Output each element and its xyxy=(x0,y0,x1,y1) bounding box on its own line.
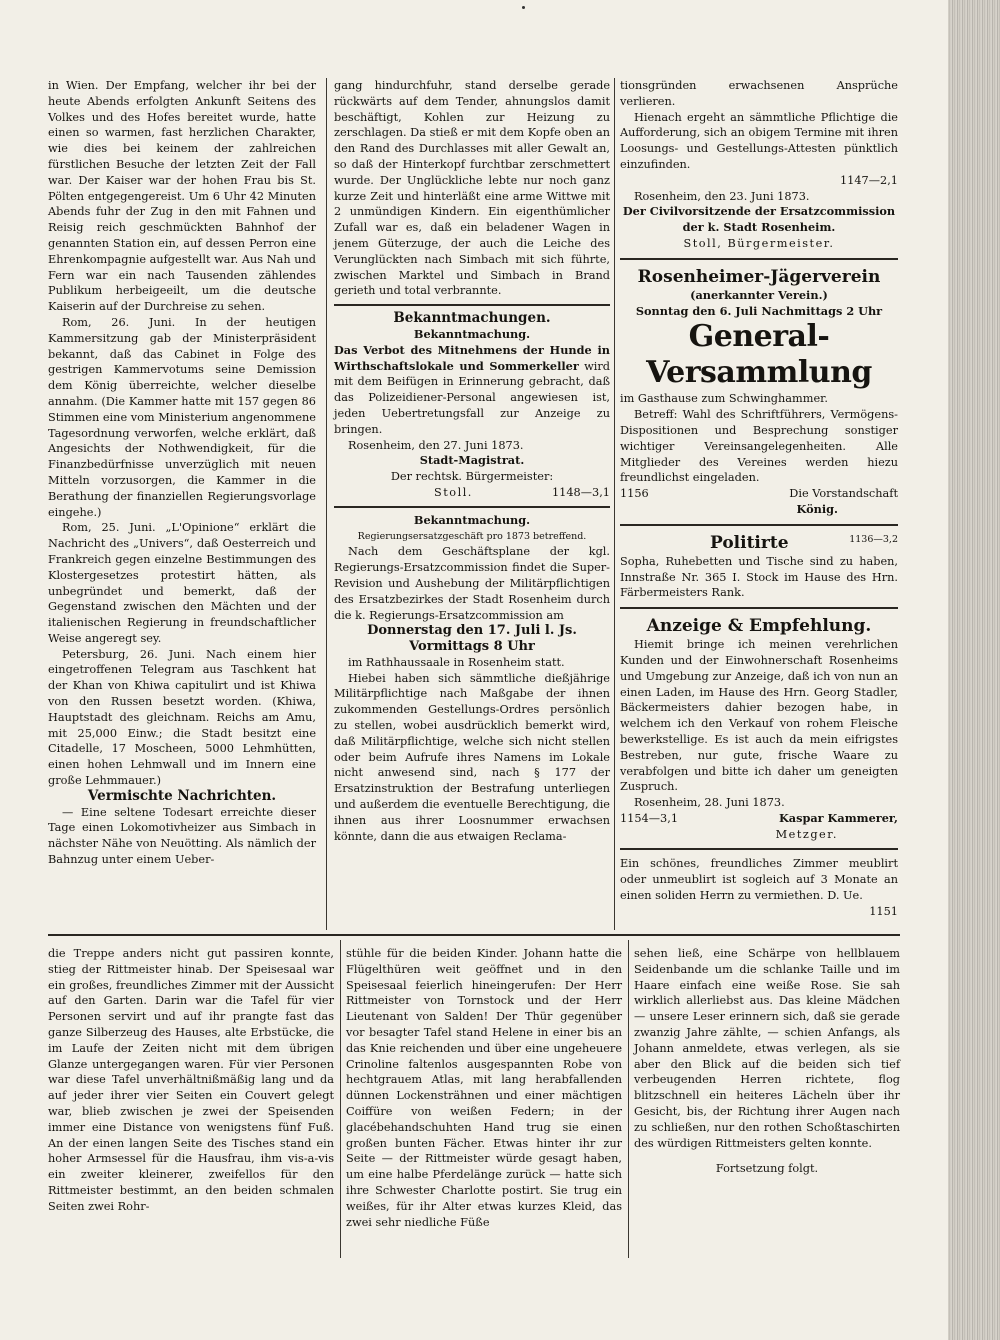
notice-2-summons: Hienach ergeht an sämmtliche Pflichtige die Aufforderung, sich an obigem Termine mit ihren Loosungs- und Gestellungs-Attesten pünktlich einzufinden. xyxy=(620,110,898,171)
book-spine xyxy=(948,0,1000,1340)
ad-butcher-sign: Kaspar Kammerer, xyxy=(778,810,898,825)
column-divider xyxy=(340,940,341,1258)
ad-furniture-number: 1136—3,2 xyxy=(849,533,898,545)
notice-1-title: Bekanntmachung. xyxy=(413,326,531,341)
column-divider xyxy=(326,78,327,930)
notice-2-title: Bekanntmachung. xyxy=(413,512,531,527)
notice-2-text: Nach dem Geschäftsplane der kgl. Regierungs-Ersatzcommission findet die Super-Revision und Aushebung der Militärpflichtigen des Ersatzbezirkes der Stadt Rosenheim durch die k. Regierungs-Ersatzcommission am xyxy=(334,545,610,622)
feuilleton-column-1 xyxy=(48,946,334,1215)
column-divider xyxy=(628,940,629,1258)
feuilleton-text-2: stühle für die beiden Kinder. Johann hatte die Flügelthüren weit geöffnet und in den Speisesaal feierlich hineingerufen: Der Herr Rittmeister von Tornstock und der Herr Lieutenant von Salden! Der Thür gegenüber vor besagter Tafel stand Helene in einer bis an das Knie reichenden und über eine ungeheuere Crinoline faltenlos ausgespannten Robe von hechtgrauem Atlas, mit lang herabfallenden dünnen Lockensträhnen und einer mächtigen Coiffüre von weißen Federn; in der glacébehandschuhten Hand trug sie einen großen bunten Fächer. Etwas hinter ihr zur Seite — der Rittmeister würde gesagt haben, um eine halbe Pferdelänge zurück — hatte sich ihre Schwester Charlotte postirt. Sie trug ein weißes, für ihr Alter etwas kurzes Kleid, das zwei sehr niedliche Füße xyxy=(346,947,622,1229)
article-rome-25: Rom, 25. Juni. „L'Opinione“ erklärt die Nachricht des „Univers“, daß Oesterreich und Frankreich gegen einzelne Bestimmungen des Klostergesetzes protestirt hätten, als unbegründet und bemerkt, daß der Gegenstand zwischen den Mächten und der italienischen Regierung in freundschaftlicher Weise angeregt sey. xyxy=(48,521,316,645)
notice-2-signature: Stoll, Bürgermeister. xyxy=(683,236,835,250)
notice-1-office: Stadt-Magistrat. xyxy=(419,453,525,468)
notice-rule xyxy=(334,506,610,508)
ad-rule xyxy=(620,607,898,609)
notice-1-number: 1148—3,1 xyxy=(551,485,610,499)
notice-1-bold: Das Verbot des Mitnehmens der Hunde in Wirthschaftslokale und Sommerkeller xyxy=(334,342,610,373)
section-heading-notices: Bekanntmachungen. xyxy=(393,310,551,327)
feuilleton-text-1: die Treppe anders nicht gut passiren konnte, stieg der Rittmeister hinab. Der Speisesaal war ein großes, freundliches Zimmer mit der Aussicht auf den Garten. Darin war die Tafel für vier Personen servirt und auf ihr prangte fast das ganze Silberzeug des Hauses, alte Erbstücke, die im Laufe der Zeiten nicht mit dem übrigen Glanze untergegangen waren. Für vier Personen war diese Tafel unverhältnißmäßig lang und da auf jeder ihrer vier Seiten ein Couvert gelegt war, blieb zwischen je zwei der Speisenden immer eine Distance von wenigstens fünf Fuß. An der einen langen Seite des Tisches stand ein hoher Armsessel für die Hausfrau, ihm vis-a-vis ein zweiter kleinerer, zweifellos für den Rittmeister bestimmt, an den beiden schmalen Seiten zwei Rohr- xyxy=(48,947,334,1213)
notice-2-subtitle: Regierungsersatzgeschäft pro 1873 betreffend. xyxy=(357,530,587,542)
notice-2-cont: tionsgründen erwachsenen Ansprüche verlieren. xyxy=(620,79,898,108)
notice-2-time: Vormittags 8 Uhr xyxy=(409,639,535,655)
news-column-3 xyxy=(620,78,898,920)
ad-jaegerverein-text: Betreff: Wahl des Schriftführers, Vermögens-Dispositionen und Besprechung sonstiger wichtiger Vereinsangelegenheiten. Alle Mitglieder des Vereines werden hiezu freundlichst eingeladen. xyxy=(620,408,898,485)
notice-2-number: 1147—2,1 xyxy=(839,173,898,187)
notice-1-text: wird mit dem Beifügen in Erinnerung gebracht, daß das Polizeidiener-Personal angewiesen ist, jeden Uebertretungsfall zur Anzeige zu bringen. xyxy=(334,359,611,436)
ad-jaegerverein-date: Sonntag den 6. Juli Nachmittags 2 Uhr xyxy=(635,303,883,318)
ad-room-number: 1151 xyxy=(869,904,898,918)
notice-2-place: im Rathhaussaale in Rosenheim statt. xyxy=(348,655,565,669)
ad-furniture-title: Politirte xyxy=(710,532,789,553)
ad-jaegerverein-title: Rosenheimer-Jägerverein xyxy=(637,266,881,287)
ad-butcher-number: 1154—3,1 xyxy=(620,811,679,825)
article-locomotive-cont: gang hindurchfuhr, stand derselbe gerade rückwärts auf dem Tender, ahnungslos damit beschäftigt, Kohlen zur Heizung zu zerschlagen. Da stieß er mit dem Kopfe oben an den Rand des Durchlasses mit aller Gewalt an, so daß der Hinterkopf furchtbar zerschmettert wurde. Der Unglückliche lebte nur noch ganz kurze Zeit und hinterläßt eine arme Wittwe mit 2 unmündigen Kindern. Ein eigenthümlicher Zufall war es, daß ein beladener Wagen in jenem Güterzuge, der auch die Leiche des Verunglückten nach Simbach mit sich führte, zwischen Marktel und Simbach in Brand gerieth und total verbrannte. xyxy=(334,79,610,298)
ad-rule xyxy=(620,258,898,260)
feuilleton-rule xyxy=(48,934,900,936)
ad-jaegerverein-board: Die Vorstandschaft xyxy=(789,487,898,501)
page-mark xyxy=(522,6,525,9)
ad-jaegerverein-place: im Gasthause zum Schwinghammer. xyxy=(620,392,828,406)
news-column-2 xyxy=(334,78,610,844)
ad-butcher-date: Rosenheim, 28. Juni 1873. xyxy=(634,796,785,810)
feuilleton-text-3: sehen ließ, eine Schärpe von hellblauem Seidenbande um die schlanke Taille und im Haare einfach eine weiße Rose. Sie sah wirklich allerliebst aus. Das kleine Mädchen — unsere Leser erinnern sich, daß sie gerade zwanzig Jahre zählte, — schien Anfangs, als Johann anmeldete, etwas verlegen, als sie aber den Blick auf die beiden sich tief verbeugenden Herren richtete, flog blitzschnell ein heiteres Lächeln über ihr Gesicht, bis, der Richtung ihrer Augen nach zu schließen, nur den rothen Schoßtaschirten des würdigen Rittmeisters gelten konnte. xyxy=(634,947,900,1150)
ad-rule xyxy=(620,848,898,850)
ad-furniture-text: Sopha, Ruhebetten und Tische sind zu haben, Innstraße Nr. 365 I. Stock im Hause des Hrn. Färbermeisters Rank. xyxy=(620,554,898,600)
notice-2-office: Der Civilvorsitzende der Ersatzcommission der k. Stadt Rosenheim. xyxy=(622,204,896,235)
article-vienna: in Wien. Der Empfang, welcher ihr bei der heute Abends erfolgten Ankunft Seitens des Volkes und des Hofes bereitet wurde, hatte einen so warmen, fast herzlichen Charakter, wie dies bei keinem der zahlreichen fürstlichen Besuche der letzten Zeit der Fall war. Der Kaiser war der hohen Frau bis St. Pölten entgegengereist. Um 6 Uhr 42 Minuten Abends fuhr der Zug in den mit Fahnen und Reisig reich geschmückten Bahnhof der genannten Station ein, auf dessen Perron eine Ehrenkompagnie aufgestellt war. Aus Nah und Fern war ein nach Tausenden zählendes Publikum herbeigeeilt, um die deutsche Kaiserin auf der Durchreise zu sehen. xyxy=(48,79,316,314)
feuilleton-continued: Fortsetzung folgt. xyxy=(715,1162,819,1176)
column-divider xyxy=(614,78,615,930)
ad-jaegerverein-sign: König. xyxy=(796,501,838,516)
section-rule xyxy=(334,304,610,306)
ad-room-text: Ein schönes, freundliches Zimmer meublirt oder unmeublirt ist sogleich auf 3 Monate an einen soliden Herrn zu vermiethen. D. Ue. xyxy=(620,857,898,903)
feuilleton-column-3 xyxy=(634,946,900,1177)
ad-butcher-title: Anzeige & Empfehlung. xyxy=(646,616,872,637)
article-rome-26: Rom, 26. Juni. In der heutigen Kammersitzung gab der Ministerpräsident bekannt, daß das Cabinet in Folge des gestrigen Kammervotums seine Demission dem König überreichte, welcher dieselbe annahm. (Die Kammer hatte mit 157 gegen 86 Stimmen eine vom Ministerium angenommene Tagesordnung verworfen, welche erklärt, daß Angesichts der Nothwendigkeit, für die Finanzbedürfnisse unverzüglich mit neuen Mitteln vorzusorgen, die Kammer in die Berathung der finanziellen Regierungsvorlage eingehe.) xyxy=(48,315,316,519)
article-locomotive: — Eine seltene Todesart erreichte dieser Tage einen Lokomotivheizer aus Simbach in nächster Nähe von Neuötting. Als nämlich der Bahnzug unter einem Ueber- xyxy=(48,805,316,867)
ad-rule xyxy=(620,524,898,526)
notice-1-sign: Stoll. xyxy=(434,485,473,499)
notice-1-role: Der rechtsk. Bürgermeister: xyxy=(390,470,554,484)
ad-butcher-text: Hiemit bringe ich meinen verehrlichen Kunden und der Einwohnerschaft Rosenheims und Umgebung zur Anzeige, daß ich von nun an einen Laden, im Hause des Hrn. Georg Stadler, Bäckermeisters dahier bezogen habe, in welchem ich den Verkauf von rohem Fleische bewerkstellige. Es ist auch da mein eifrigstes Bestreben, nur gute, frische Waare zu verabfolgen und bitte ich daher um geneigten Zuspruch. xyxy=(620,638,898,794)
notice-2-text-2: Hiebei haben sich sämmtliche dießjährige Militärpflichtige nach Maßgabe der ihnen zukommenden Gestellungs-Ordres persönlich zu stellen, wobei ausdrücklich bemerkt wird, daß Militärpflichtige, welche sich nicht stellen oder beim Aufrufe ihres Namens im Lokale nicht anwesend sind, nach § 177 der Ersatzinstruktion der Bestrafung unterliegen und außerdem die eventuelle Berechtigung, die ihnen aus ihrer Loosnummer erwachsen könnte, dann die aus etwaigen Reclama- xyxy=(334,671,610,843)
ad-jaegerverein-sub: (anerkannter Verein.) xyxy=(690,287,828,302)
notice-1-date: Rosenheim, den 27. Juni 1873. xyxy=(348,438,524,452)
news-column-1 xyxy=(48,78,316,868)
section-heading-misc: Vermischte Nachrichten. xyxy=(87,787,277,804)
notice-2-date: Donnerstag den 17. Juli l. Js. xyxy=(367,623,577,639)
ad-general-assembly: General-Versammlung xyxy=(646,319,872,391)
feuilleton-column-2 xyxy=(346,946,622,1230)
notice-2-date-line: Rosenheim, den 23. Juni 1873. xyxy=(634,189,810,203)
ad-butcher-role: Metzger. xyxy=(775,827,838,841)
article-petersburg: Petersburg, 26. Juni. Nach einem hier eingetroffenen Telegram aus Taschkent hat der Khan von Khiwa capitulirt und ist Khiwa von den Russen besetzt worden. (Khiwa, Hauptstadt des gleichnam. Reichs am Amu, mit 25,000 Einw.; die Stadt besitzt eine Citadelle, 17 Moscheen, 5000 Lehmhütten, einen hohen Lehmwall und im Innern eine große Lehmmauer.) xyxy=(48,647,316,788)
ad-jaegerverein-number: 1156 xyxy=(620,487,649,501)
